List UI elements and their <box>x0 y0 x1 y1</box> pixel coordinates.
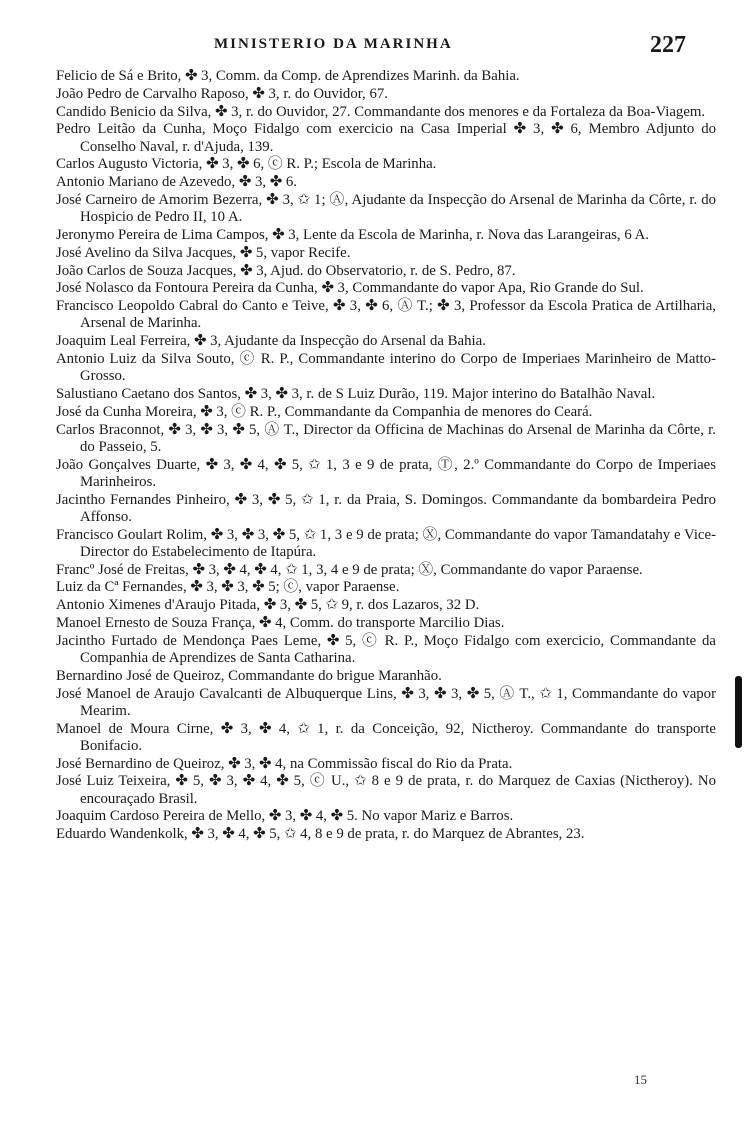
directory-entry: Manoel Ernesto de Souza França, ✤ 4, Comm. do transporte Marcilio Dias. <box>56 614 505 631</box>
directory-entry: José Nolasco da Fontoura Pereira da Cunha, ✤ 3, Commandante do vapor Apa, Rio Grande do Sul. <box>56 280 644 297</box>
directory-entry: José Bernardino de Queiroz, ✤ 3, ✤ 4, na Commissão fiscal do Rio da Prata. <box>56 755 513 772</box>
directory-entry: Luiz da Cª Fernandes, ✤ 3, ✤ 3, ✤ 5; ⓒ, vapor Paraense. <box>56 579 400 596</box>
directory-entry: João Carlos de Souza Jacques, ✤ 3, Ajud. do Observatorio, r. de S. Pedro, 87. <box>56 262 516 279</box>
directory-entry: José da Cunha Moreira, ✤ 3, ⓒ R. P., Commandante da Companhia de menores do Ceará. <box>56 403 593 420</box>
running-title: MINISTERIO DA MARINHA <box>214 36 453 52</box>
directory-entry: José Manoel de Araujo Cavalcanti de Albuquerque Lins, ✤ 3, ✤ 3, ✤ 5, Ⓐ T., ✩ 1, Commandante do vapor Mearim. <box>56 685 716 719</box>
directory-entry: Joaquim Leal Ferreira, ✤ 3, Ajudante da Inspecção do Arsenal da Bahia. <box>56 333 486 350</box>
directory-entry: Salustiano Caetano dos Santos, ✤ 3, ✤ 3, r. de S Luiz Durão, 119. Major interino do Batalhão Naval. <box>56 385 656 402</box>
directory-entry: João Gonçalves Duarte, ✤ 3, ✤ 4, ✤ 5, ✩ 1, 3 e 9 de prata, Ⓣ, 2.º Commandante do Corpo de Imperiaes Marinheiros. <box>56 456 716 490</box>
directory-entry: Manoel de Moura Cirne, ✤ 3, ✤ 4, ✩ 1, r. da Conceição, 92, Nictheroy. Commandante do transporte Bonifacio. <box>56 720 716 754</box>
directory-entry: Carlos Braconnot, ✤ 3, ✤ 3, ✤ 5, Ⓐ T., Director da Officina de Machinas do Arsenal de Marinha da Côrte, r. do Passeio, 5. <box>56 421 716 455</box>
directory-entry: Eduardo Wandenkolk, ✤ 3, ✤ 4, ✤ 5, ✩ 4, 8 e 9 de prata, r. do Marquez de Abrantes, 23. <box>56 826 585 843</box>
directory-entries <box>56 68 716 844</box>
directory-entry: Antonio Ximenes d'Araujo Pitada, ✤ 3, ✤ 5, ✩ 9, r. dos Lazaros, 32 D. <box>56 597 480 614</box>
footer-signature-mark: 15 <box>634 1072 647 1087</box>
directory-entry: Francº José de Freitas, ✤ 3, ✤ 4, ✤ 4, ✩ 1, 3, 4 e 9 de prata; Ⓧ, Commandante do vapor Paraense. <box>56 561 643 578</box>
directory-entry: Jacintho Furtado de Mendonça Paes Leme, ✤ 5, ⓒ R. P., Moço Fidalgo com exercicio, Commandante da Companhia de Aprendizes de Santa Catharina. <box>56 632 716 666</box>
directory-entry: José Avelino da Silva Jacques, ✤ 5, vapor Recife. <box>56 244 351 261</box>
directory-entry: Bernardino José de Queiroz, Commandante do brigue Maranhão. <box>56 667 442 684</box>
directory-entry: Felicio de Sá e Brito, ✤ 3, Comm. da Comp. de Aprendizes Marinh. da Bahia. <box>56 68 520 84</box>
directory-entry: Jeronymo Pereira de Lima Campos, ✤ 3, Lente da Escola de Marinha, r. Nova das Larangeiras, 6 A. <box>56 226 649 243</box>
directory-entry: Antonio Luiz da Silva Souto, ⓒ R. P., Commandante interino do Corpo de Imperiaes Marinheiro de Matto-Grosso. <box>56 350 716 385</box>
directory-entry: José Luiz Teixeira, ✤ 5, ✤ 3, ✤ 4, ✤ 5, ⓒ U., ✩ 8 e 9 de prata, r. do Marquez de Caxias (Nictheroy). No encouraçado Brasil. <box>56 773 716 807</box>
page-edge-mark <box>735 676 742 748</box>
page-header <box>0 34 747 64</box>
directory-entry: José Carneiro de Amorim Bezerra, ✤ 3, ✩ 1; Ⓐ, Ajudante da Inspecção do Arsenal de Marinha da Côrte, r. do Hospicio de Pedro II, 10 A. <box>56 191 716 226</box>
directory-entry: Francisco Leopoldo Cabral do Canto e Teive, ✤ 3, ✤ 6, Ⓐ T.; ✤ 3, Professor da Escola Pratica de Artilharia, Arsenal de Marinha. <box>56 298 716 332</box>
directory-entry: Antonio Mariano de Azevedo, ✤ 3, ✤ 6. <box>56 174 297 191</box>
page-number: 227 <box>650 32 686 58</box>
directory-entry: Jacintho Fernandes Pinheiro, ✤ 3, ✤ 5, ✩ 1, r. da Praia, S. Domingos. Commandante da bombardeira Pedro Affonso. <box>56 491 716 525</box>
directory-entry: Carlos Augusto Victoria, ✤ 3, ✤ 6, ⓒ R. P.; Escola de Marinha. <box>56 156 437 173</box>
directory-entry: João Pedro de Carvalho Raposo, ✤ 3, r. do Ouvidor, 67. <box>56 85 388 102</box>
directory-entry: Francisco Goulart Rolim, ✤ 3, ✤ 3, ✤ 5, ✩ 1, 3 e 9 de prata; Ⓧ, Commandante do vapor Tamandatahy e Vice-Director do Estabelecimento de Itapúra. <box>56 526 716 560</box>
directory-entry: Joaquim Cardoso Pereira de Mello, ✤ 3, ✤ 4, ✤ 5. No vapor Mariz e Barros. <box>56 808 514 825</box>
directory-entry: Pedro Leitão da Cunha, Moço Fidalgo com exercicio na Casa Imperial ✤ 3, ✤ 6, Membro Adjunto do Conselho Naval, r. d'Ajuda, 139. <box>56 121 716 155</box>
directory-entry: Candido Benicio da Silva, ✤ 3, r. do Ouvidor, 27. Commandante dos menores e da Fortaleza da Boa-Viagem. <box>56 103 706 120</box>
